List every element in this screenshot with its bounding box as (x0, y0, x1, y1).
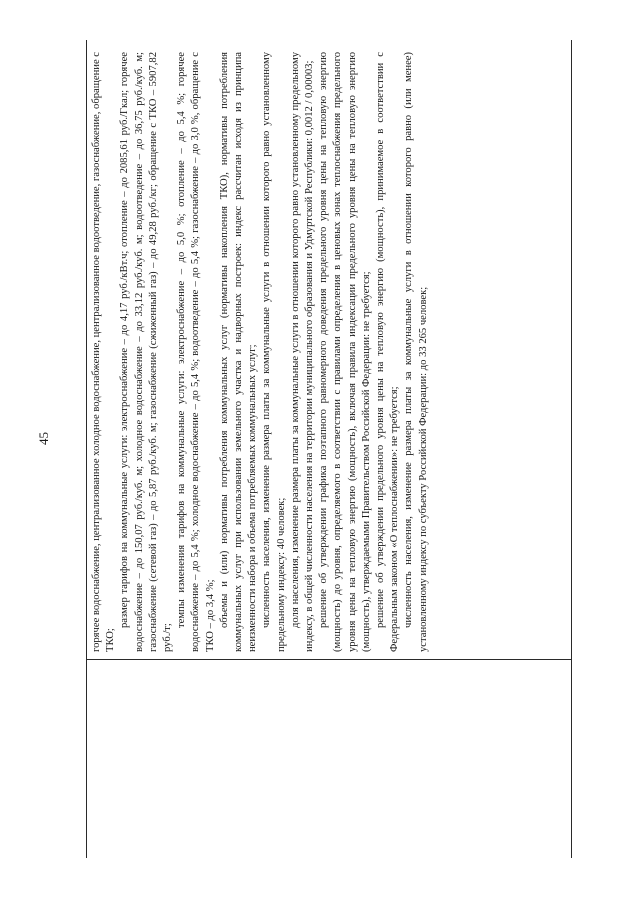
table-column-divider (86, 659, 572, 660)
document-text (90, 52, 568, 652)
paragraph: горячее водоснабжение, централизованное холодное водоснабжение, централизованное водоотведение, газоснабжение, обращение с ТКО; (91, 52, 117, 652)
paragraph: численность населения, изменение размера платы за коммунальные услуги в отношении которого равно установленному предельному индексу: 40 человек; (261, 52, 287, 652)
paragraph: темпы изменения тарифов на коммунальные услуги: электроснабжение – до 5,0 %; отопление – до 5,4 %; горячее водоснабжение – до 5,4 %; холодное водоснабжение – до 5,4 %; водоотведение – до 5,4 %; газоснабжение – до 3,0 %, обращение с ТКО – до 3,4 %; (176, 52, 216, 652)
paragraph: размер тарифов на коммунальные услуги: электроснабжение – до 4,17 руб./кВт.ч; отопление – до 2085,61 руб./Гкал; горячее водоснабжение – до 150,07 руб./куб. м; холодное водоснабжение – до 33,12 руб./куб. м; водоотведение – до 36,75 руб./куб. м; газоснабжение (сетевой газ) – до 5,87 руб./куб. м; газоснабжение (сжиженный газ) – до 49,28 руб./кг; обращение с ТКО – 5907,82 руб./т; (119, 52, 174, 652)
paragraph: численность населения, изменение размера платы за коммунальные услуги в отношении которого равно (или менее) установленному индексу по субъекту Российской Федерации: до 33 265 человек; (403, 52, 429, 652)
table-border-top (86, 40, 87, 858)
paragraph: решение об утверждении графика поэтапного равномерного доведения предельного уровня цены на тепловую энергию (мощность) до уровня, определяемого в соответствии с правилами определения в ценовых зонах теплоснабжения предельного уровня цены на тепловую энергию (мощность), включая правила индексации предельного уровня цены на тепловую энергию (мощность), утверждаемыми Правительством Российской Федерации: не требуется; (318, 52, 372, 652)
paragraph: объемы и (или) нормативы потребления коммунальных услуг (нормативы накопления ТКО), нормативы потребления коммунальных услуг при использовании земельного участка и надворных построек: индекс рассчитан исходя из принципа неизменности набора и объема потребляемых коммунальных услуг; (218, 52, 259, 652)
paragraph: решение об утверждении предельного уровня цены на тепловую энергию (мощность), принимаемое в соответствии с Федеральным законом «О теплоснабжении»: не требуется; (375, 52, 401, 652)
page-number: 45 (36, 432, 51, 445)
paragraph: доля населения, изменение размера платы за коммунальные услуги в отношении которого равно установленному предельному индексу, в общей численности населения на территории муниципального образования и Удмуртской Республики: 0,0012 / 0,00003; (289, 52, 316, 652)
rotated-page (86, 40, 572, 858)
table-border-bottom (571, 40, 572, 858)
